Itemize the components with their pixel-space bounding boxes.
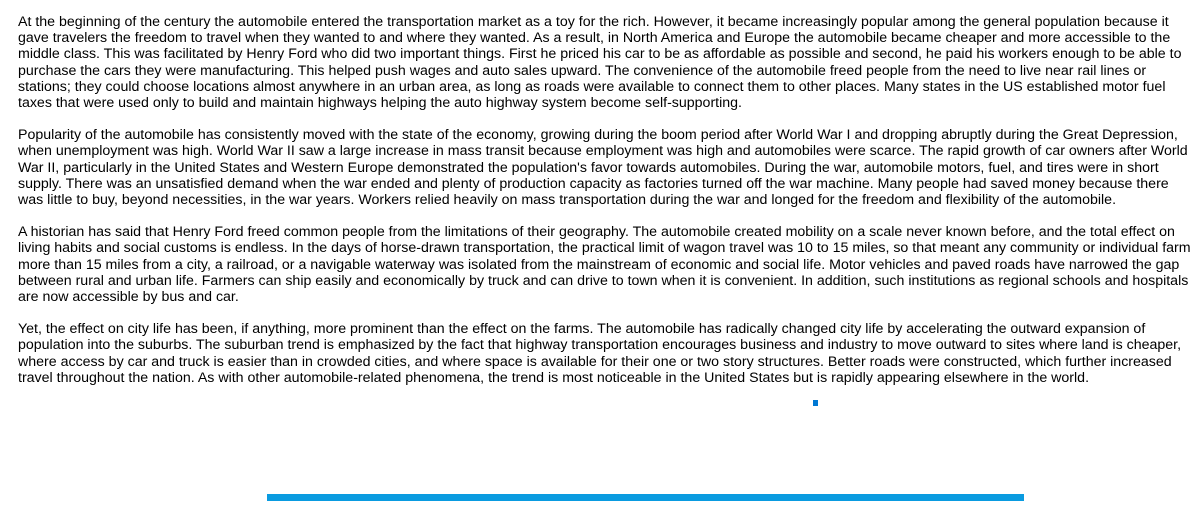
text-cursor-marker <box>813 400 818 406</box>
document-text <box>18 14 1196 402</box>
reading-progress-bar <box>267 494 1024 501</box>
paragraph-3: A historian has said that Henry Ford freed common people from the limitations of their geography. The automobile created mobility on a scale never known before, and the total effect on living habits and social customs is endless. In the days of horse-drawn transportation, the practical limit of wagon travel was 10 to 15 miles, so that meant any community or individual farm more than 15 miles from a city, a railroad, or a navigable waterway was isolated from the mainstream of economic and social life. Motor vehicles and paved roads have narrowed the gap between rural and urban life. Farmers can ship easily and economically by truck and can drive to town when it is convenient. In addition, such institutions as regional schools and hospitals are now accessible by bus and car. <box>18 224 1191 306</box>
paragraph-4: Yet, the effect on city life has been, if anything, more prominent than the effect on the farms. The automobile has radically changed city life by accelerating the outward expansion of population into the suburbs. The suburban trend is emphasized by the fact that highway transportation encourages business and industry to move outward to sites where land is cheaper, where access by car and truck is easier than in crowded cities, and where space is available for their one or two story structures. Better roads were constructed, which further increased travel throughout the nation. As with other automobile-related phenomena, the trend is most noticeable in the United States but is rapidly appearing elsewhere in the world. <box>18 321 1182 386</box>
paragraph-1: At the beginning of the century the automobile entered the transportation market as a toy for the rich. However, it became increasingly popular among the general population because it gave travelers the freedom to travel when they wanted to and where they wanted. As a result, in North America and Europe the automobile became cheaper and more accessible to the middle class. This was facilitated by Henry Ford who did two important things. First he priced his car to be as affordable as possible and second, he paid his workers enough to be able to purchase the cars they were manufacturing. This helped push wages and auto sales upward. The convenience of the automobile freed people from the need to live near rail lines or stations; they could choose locations almost anywhere in an urban area, as long as roads were available to connect them to other places. Many states in the US established motor fuel taxes that were used only to build and maintain highways helping the auto highway system become self-supporting. <box>18 14 1182 112</box>
reading-progress-fill <box>267 494 1024 501</box>
paragraph-2: Popularity of the automobile has consistently moved with the state of the economy, growing during the boom period after World War I and dropping abruptly during the Great Depression, when unemployment was high. World War II saw a large increase in mass transit because employment was high and automobiles were scarce. The rapid growth of car owners after World War II, particularly in the United States and Western Europe demonstrated the population's favor towards automobiles. During the war, automobile motors, fuel, and tires were in short supply. There was an unsatisfied demand when the war ended and plenty of production capacity as factories turned off the war machine. Many people had saved money because there was little to buy, beyond necessities, in the war years. Workers relied heavily on mass transportation during the war and longed for the freedom and flexibility of the automobile. <box>18 127 1188 209</box>
